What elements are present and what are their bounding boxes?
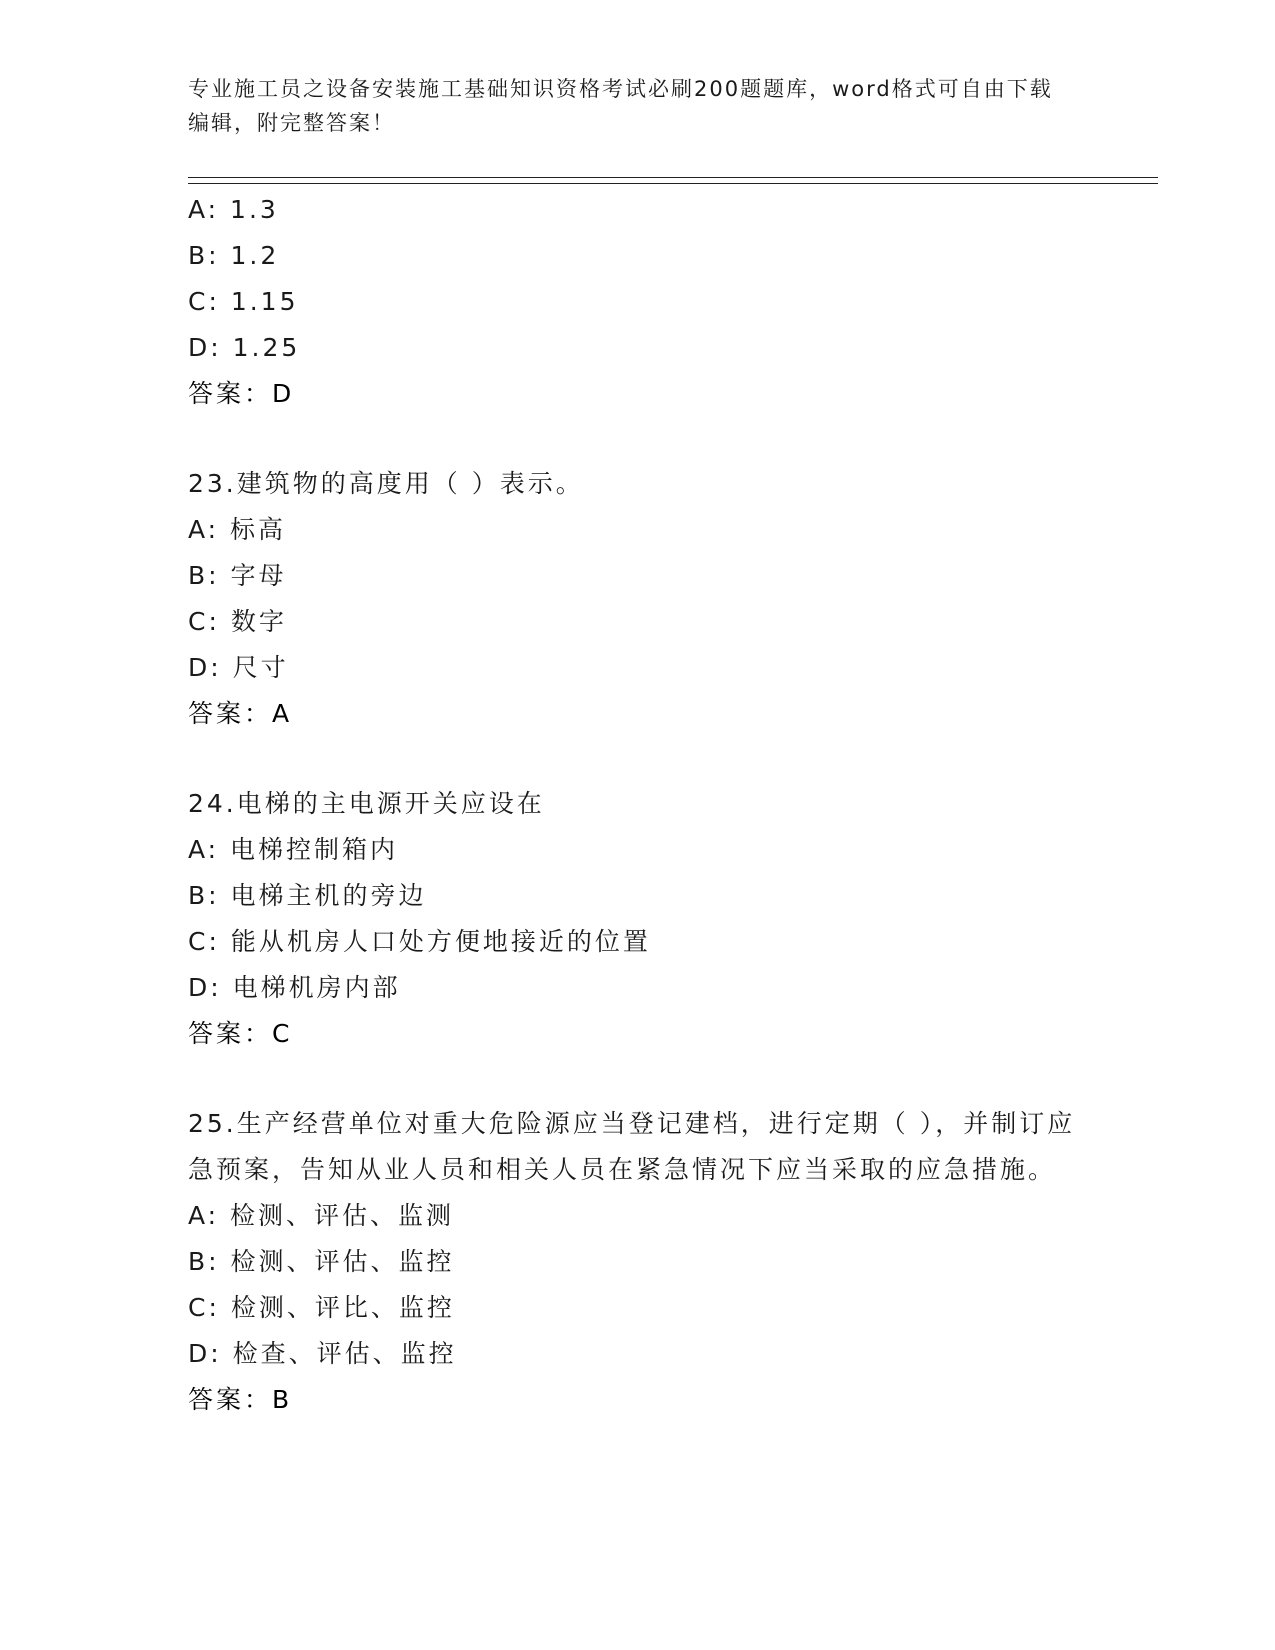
question-block [188,781,1088,1057]
option-c: C: 1.15 [188,287,299,316]
option-b: B: 检测、评估、监控 [188,1247,455,1276]
question-stem: 25.生产经营单位对重大危险源应当登记建档，进行定期（ ），并制订应急预案，告知从业人员和相关人员在紧急情况下应当采取的应急措施。 [188,1109,1076,1184]
spacer [188,737,1088,781]
spacer [188,1057,1088,1101]
question-block [188,461,1088,737]
question-block [188,187,1088,417]
option-d: D: 检查、评估、监控 [188,1339,457,1368]
header-rule-bottom [188,183,1158,184]
page-header: 专业施工员之设备安装施工基础知识资格考试必刷200题题库，word格式可自由下载编辑，附完整答案！ [188,77,1053,135]
answer-line: 答案：A [188,699,293,728]
option-a: A: 1.3 [188,195,279,224]
spacer [188,417,1088,461]
answer-line: 答案：C [188,1019,293,1048]
option-d: D: 1.25 [188,333,301,362]
option-a: A: 标高 [188,515,287,544]
option-c: C: 检测、评比、监控 [188,1293,455,1322]
option-b: B: 字母 [188,561,287,590]
option-c: C: 数字 [188,607,287,636]
question-stem: 23.建筑物的高度用（ ）表示。 [188,469,584,498]
option-b: B: 电梯主机的旁边 [188,881,427,910]
answer-line: 答案：D [188,379,295,408]
option-d: D: 电梯机房内部 [188,973,401,1002]
question-list [188,187,1088,1423]
question-block [188,1101,1088,1423]
option-c: C: 能从机房人口处方便地接近的位置 [188,927,651,956]
option-d: D: 尺寸 [188,653,289,682]
option-b: B: 1.2 [188,241,280,270]
option-a: A: 电梯控制箱内 [188,835,399,864]
header-rule-top [188,177,1158,178]
option-a: A: 检测、评估、监测 [188,1201,455,1230]
question-stem: 24.电梯的主电源开关应设在 [188,789,545,818]
answer-line: 答案：B [188,1385,293,1414]
